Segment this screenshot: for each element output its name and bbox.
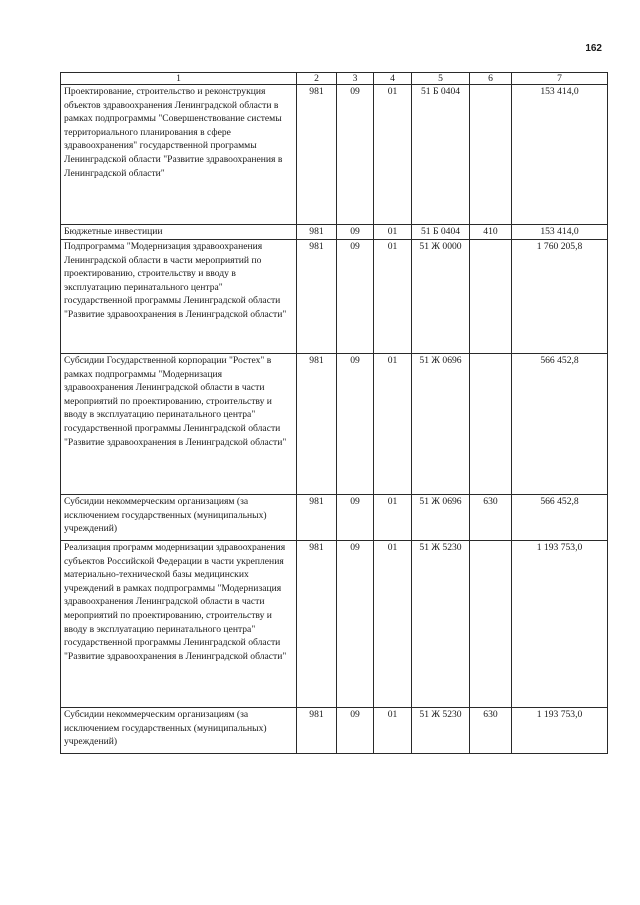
table-row (61, 85, 608, 225)
cell-ministry-code: 981 (297, 708, 337, 754)
cell-subsection: 01 (374, 541, 412, 708)
cell-amount: 153 414,0 (512, 85, 608, 225)
cell-subsection: 01 (374, 708, 412, 754)
cell-section: 09 (337, 225, 374, 240)
page-number: 162 (585, 43, 602, 54)
table-header-row (61, 73, 608, 85)
cell-amount: 1 760 205,8 (512, 240, 608, 354)
column-header: 6 (470, 73, 512, 85)
cell-expense-type (470, 85, 512, 225)
cell-expense-type (470, 354, 512, 495)
cell-amount: 1 193 753,0 (512, 708, 608, 754)
cell-target-article: 51 Ж 0000 (412, 240, 470, 354)
table-row (61, 240, 608, 354)
row-description: Проектирование, строительство и реконструкция объектов здравоохранения Ленинградской области в рамках подпрограммы "Совершенствование системы территориального планирования в сфере здравоохранения" государственной программы Ленинградской области "Развитие здравоохранения в Ленинградской области" (61, 85, 297, 225)
cell-subsection: 01 (374, 225, 412, 240)
cell-ministry-code: 981 (297, 354, 337, 495)
column-header: 5 (412, 73, 470, 85)
cell-subsection: 01 (374, 495, 412, 541)
row-description: Подпрограмма "Модернизация здравоохранения Ленинградской области в части мероприятий по проектированию, строительству и вводу в эксплуатацию перинатального центра" государственной программы Ленинградской области "Развитие здравоохранения в Ленинградской области" (61, 240, 297, 354)
cell-section: 09 (337, 708, 374, 754)
row-description: Субсидии Государственной корпорации "Ростех" в рамках подпрограммы "Модернизация здравоохранения Ленинградской области в части мероприятий по проектированию, строительству и вводу в эксплуатацию перинатального центра" государственной программы Ленинградской области "Развитие здравоохранения в Ленинградской области" (61, 354, 297, 495)
cell-section: 09 (337, 85, 374, 225)
table-row (61, 708, 608, 754)
cell-target-article: 51 Б 0404 (412, 225, 470, 240)
cell-expense-type (470, 541, 512, 708)
row-description: Субсидии некоммерческим организациям (за исключением государственных (муниципальных) учреждений) (61, 708, 297, 754)
budget-table (60, 72, 608, 754)
cell-ministry-code: 981 (297, 541, 337, 708)
cell-target-article: 51 Ж 0696 (412, 354, 470, 495)
cell-section: 09 (337, 541, 374, 708)
cell-target-article: 51 Ж 5230 (412, 541, 470, 708)
table-row (61, 541, 608, 708)
row-description: Бюджетные инвестиции (61, 225, 297, 240)
column-header: 7 (512, 73, 608, 85)
cell-expense-type: 630 (470, 495, 512, 541)
cell-ministry-code: 981 (297, 225, 337, 240)
column-header: 2 (297, 73, 337, 85)
column-header: 1 (61, 73, 297, 85)
cell-amount: 153 414,0 (512, 225, 608, 240)
column-header: 4 (374, 73, 412, 85)
column-header: 3 (337, 73, 374, 85)
cell-target-article: 51 Ж 0696 (412, 495, 470, 541)
cell-target-article: 51 Б 0404 (412, 85, 470, 225)
table-row (61, 225, 608, 240)
cell-section: 09 (337, 240, 374, 354)
row-description: Реализация программ модернизации здравоохранения субъектов Российской Федерации в части укрепления материально-технической базы медицинских учреждений в рамках подпрограммы "Модернизация здравоохранения Ленинградской области в части мероприятий по проектированию, строительству и вводу в эксплуатацию перинатального центра" государственной программы Ленинградской области "Развитие здравоохранения в Ленинградской области" (61, 541, 297, 708)
cell-amount: 566 452,8 (512, 495, 608, 541)
cell-ministry-code: 981 (297, 85, 337, 225)
cell-subsection: 01 (374, 85, 412, 225)
cell-subsection: 01 (374, 240, 412, 354)
table-row (61, 354, 608, 495)
row-description: Субсидии некоммерческим организациям (за исключением государственных (муниципальных) учреждений) (61, 495, 297, 541)
cell-expense-type: 630 (470, 708, 512, 754)
cell-target-article: 51 Ж 5230 (412, 708, 470, 754)
cell-ministry-code: 981 (297, 240, 337, 354)
table-row (61, 495, 608, 541)
cell-expense-type: 410 (470, 225, 512, 240)
cell-section: 09 (337, 354, 374, 495)
cell-expense-type (470, 240, 512, 354)
cell-ministry-code: 981 (297, 495, 337, 541)
cell-subsection: 01 (374, 354, 412, 495)
cell-section: 09 (337, 495, 374, 541)
cell-amount: 1 193 753,0 (512, 541, 608, 708)
cell-amount: 566 452,8 (512, 354, 608, 495)
